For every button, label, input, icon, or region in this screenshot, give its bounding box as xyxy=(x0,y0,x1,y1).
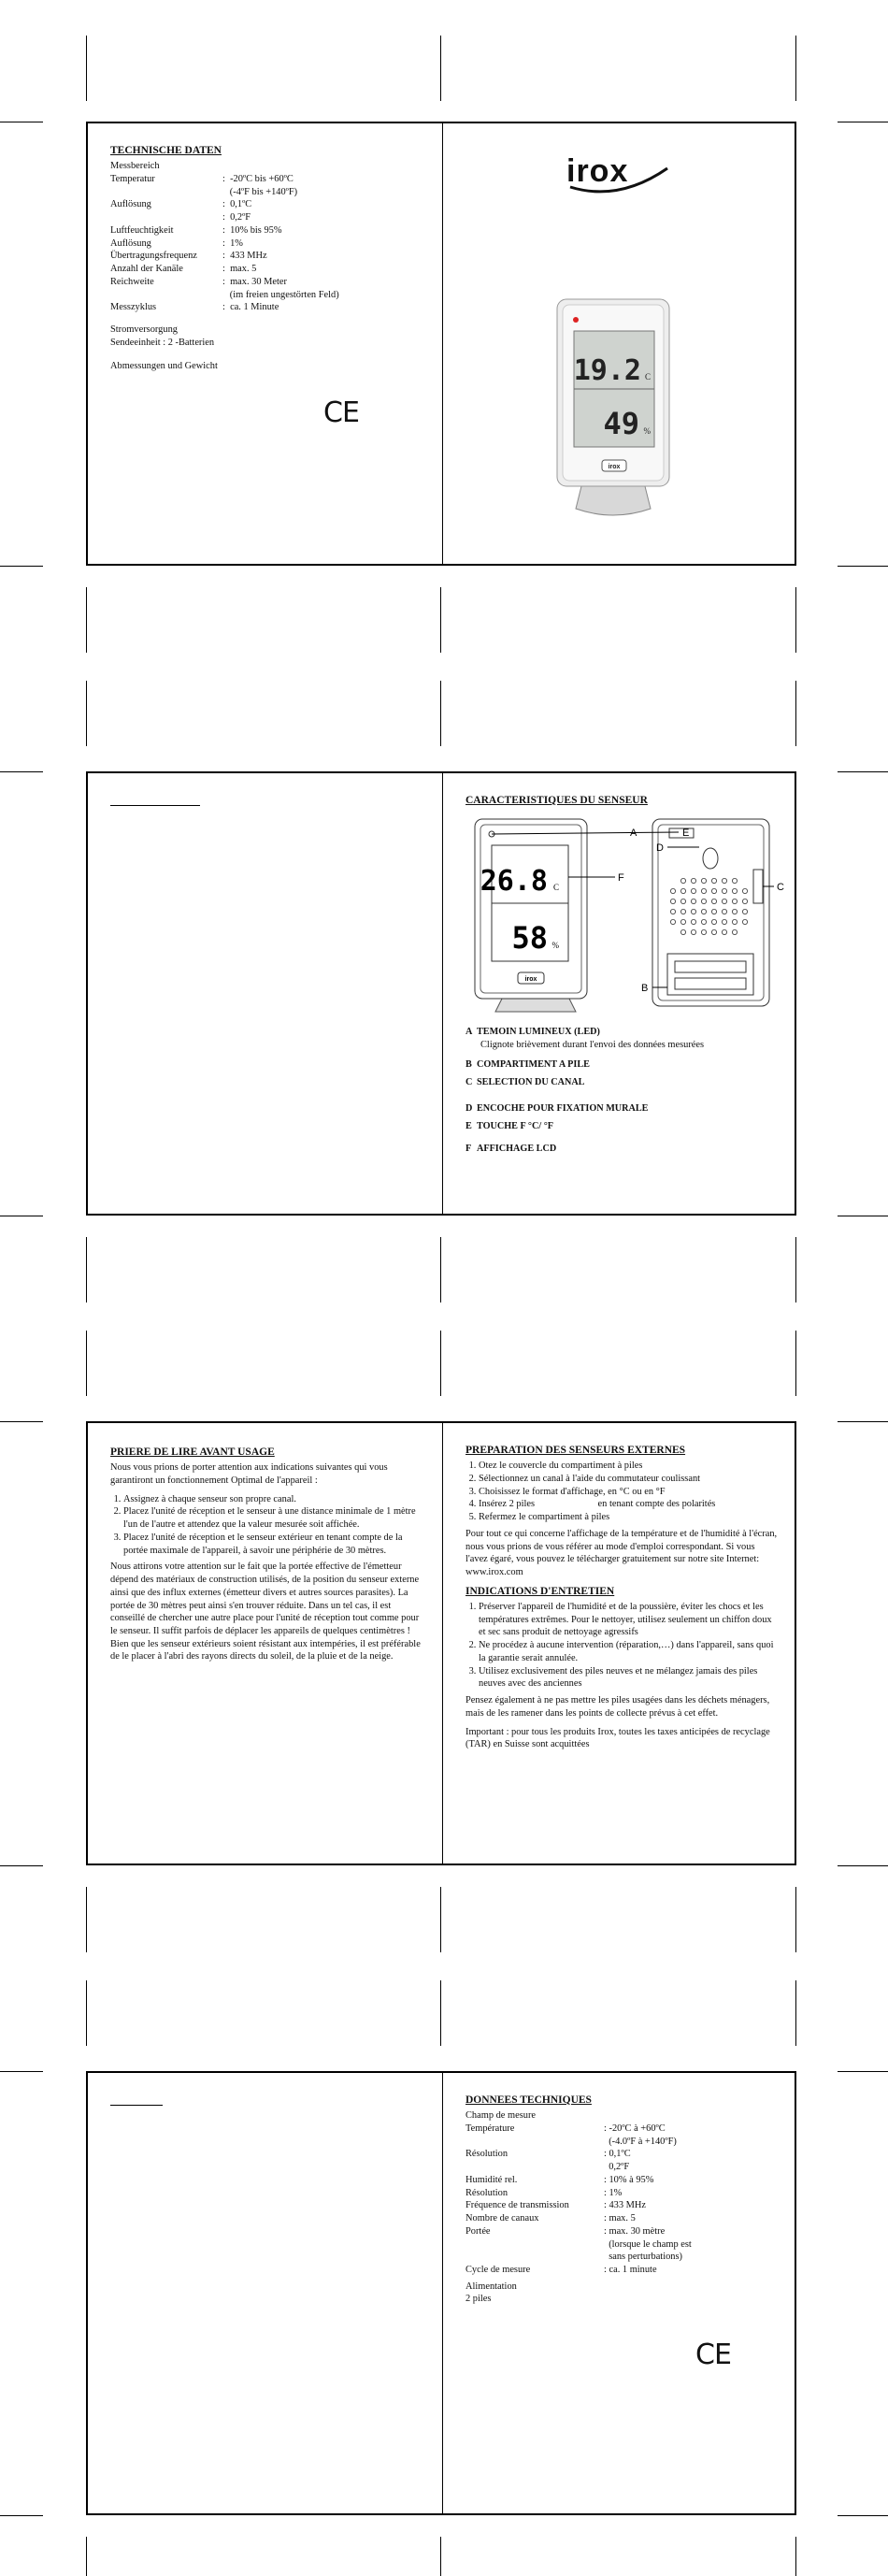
spec-row xyxy=(110,198,442,211)
crop-mark xyxy=(838,2515,888,2516)
vent-hole xyxy=(680,910,685,914)
list-item: 3. Placez l'unité de réception et le senseur extérieur en tenant compte de la portée maximale de l'appareil, à savoir une périphérie de 30 mètres. xyxy=(123,1532,422,1557)
vent-hole xyxy=(722,920,726,925)
vent-hole xyxy=(732,899,737,904)
irox-logo xyxy=(563,150,675,196)
vent-hole xyxy=(722,889,726,894)
body-text-2: Bien que les senseur extérieurs soient résistant aux intempéries, il est préférable de le placer à l'abri des rayons directs du soleil, de la pluie et de la neige. xyxy=(110,1638,421,1662)
vent-hole xyxy=(711,920,716,925)
feature-letter: B xyxy=(465,1059,472,1071)
callout-d: D xyxy=(656,842,664,855)
spec-value xyxy=(604,2109,796,2123)
vent-hole xyxy=(691,910,695,914)
body-text-2: Pensez également à ne pas mettre les piles usagées dans les déchets ménagers, mais de les ramener dans les points de collecte prévus à cet effet. xyxy=(465,1695,770,1719)
feature-letter: E xyxy=(465,1120,472,1131)
spec-value: : 1% xyxy=(222,237,243,249)
crop-mark xyxy=(795,2537,796,2576)
list-item: 3. Utilisez exclusivement des piles neuves et ne mélangez jamais des piles neuves avec des anciennes xyxy=(479,1665,778,1691)
body-text: Nous attirons votre attention sur le fait que la portée effective de l'émetteur dépend des matériaux de construction utilisés, de la position du senseur externe ainsi que des influx externes (émetteur divers et autres sources parasites). La portée de 30 mètres peut ainsi s'en trouver réduite. Dans un tel cas, il est conseillé de chercher une autre place pour l'unité de réception tout comme pour le senseur. Il suffit parfois de déplacer les appareils de quelques centimètres ! xyxy=(110,1561,420,1636)
spec-label: Messbereich xyxy=(110,161,160,172)
spec-row xyxy=(465,2161,796,2174)
spec-label: Temperatur xyxy=(110,173,155,184)
spec-value: : 10% bis 95% xyxy=(222,224,282,236)
spec-row xyxy=(465,2251,796,2264)
vent-hole xyxy=(670,889,675,894)
spec-label: Champ de mesure xyxy=(465,2110,537,2122)
crop-mark xyxy=(0,771,43,772)
lcd-temp: 19.2 xyxy=(573,354,641,387)
callout-b: B xyxy=(641,983,649,995)
crop-mark xyxy=(795,1980,796,2046)
crop-mark xyxy=(795,1331,796,1396)
prep-and-maintenance xyxy=(443,1423,796,1864)
spec-value: : max. 30 Meter xyxy=(222,276,287,287)
list-item: 4. Insérez 2 piles en tenant compte des polarités xyxy=(479,1498,778,1511)
crop-mark xyxy=(0,2071,43,2072)
spec-value: : 0,1ºC xyxy=(604,2149,631,2160)
feature-item xyxy=(465,1120,796,1132)
vent-hole xyxy=(722,910,726,914)
diagram-lcd-temp-unit: C xyxy=(552,883,559,893)
blank-panel xyxy=(88,773,442,1214)
power-value: 2 piles xyxy=(465,2294,492,2305)
feature-label: SELECTION DU CANAL xyxy=(477,1076,585,1087)
crop-mark xyxy=(795,587,796,653)
callout-c: C xyxy=(777,882,784,894)
spec-row xyxy=(465,2148,796,2161)
crop-mark xyxy=(838,1421,888,1422)
feature-item xyxy=(465,1026,796,1038)
spec-value: : -20ºC bis +60ºC xyxy=(222,173,294,184)
ce-mark: CE xyxy=(695,2339,731,2371)
vent-hole xyxy=(742,910,747,914)
crop-mark xyxy=(838,771,888,772)
spec-row xyxy=(110,237,442,251)
feature-letter: C xyxy=(465,1076,473,1087)
spec-value: : 10% à 95% xyxy=(604,2174,654,2185)
vent-hole xyxy=(732,879,737,884)
feature-label: TOUCHE F °C/ °F xyxy=(477,1120,554,1131)
vent-hole xyxy=(691,899,695,904)
maintenance-list xyxy=(465,1601,778,1691)
spec-row xyxy=(465,2212,796,2225)
crop-mark xyxy=(0,1865,43,1866)
vent-hole xyxy=(701,920,706,925)
vent-hole xyxy=(691,920,695,925)
list-item: 2. Placez l'unité de réception et le senseur à une distance minimale de 1 mètre l'un de l'autre et attendez que la valeur mesurée soit affichée. xyxy=(123,1505,422,1531)
vent-hole xyxy=(680,920,685,925)
spec-row xyxy=(465,2187,796,2200)
section-title: PREPARATION DES SENSEURS EXTERNES xyxy=(465,1445,686,1456)
section-title: CARACTERISTIQUES DU SENSEUR xyxy=(465,795,648,806)
spec-label xyxy=(465,2251,604,2264)
spec-value: : 0,2ºF xyxy=(222,212,251,223)
crop-mark xyxy=(795,1887,796,1952)
spec-row xyxy=(110,224,442,237)
vent-hole xyxy=(670,910,675,914)
crop-mark xyxy=(440,681,441,746)
spec-value: : 1% xyxy=(604,2187,623,2198)
spec-label: Luftfeuchtigkeit xyxy=(110,224,174,236)
underline xyxy=(110,2105,163,2106)
spec-value: (-4ºF bis +140ºF) xyxy=(222,186,298,197)
crop-mark xyxy=(440,587,441,653)
vent-hole xyxy=(680,899,685,904)
spec-value xyxy=(222,160,442,173)
crop-mark xyxy=(0,2515,43,2516)
prep-list xyxy=(465,1460,778,1524)
vent-hole xyxy=(680,930,685,935)
spec-row xyxy=(110,186,442,199)
spec-row xyxy=(465,2225,796,2238)
list-item: 5. Refermez le compartiment à piles xyxy=(479,1511,778,1524)
ce-mark: CE xyxy=(323,396,359,429)
device-illustration xyxy=(548,292,679,525)
vent-hole xyxy=(742,889,747,894)
spec-label: Anzahl der Kanäle xyxy=(110,264,183,275)
spec-row xyxy=(465,2109,796,2123)
vent-hole xyxy=(732,889,737,894)
section-title: TECHNISCHE DATEN xyxy=(110,145,222,156)
body-text-3: Important : pour tous les produits Irox, toutes les taxes anticipées de recyclage (TAR) en Suisse sont acquittées xyxy=(465,1726,770,1750)
crop-mark xyxy=(838,2071,888,2072)
feature-item xyxy=(465,1058,796,1071)
vent-hole xyxy=(732,910,737,914)
underline xyxy=(110,805,200,806)
list-item: 3. Choisissez le format d'affichage, en °C ou en °F xyxy=(479,1486,778,1499)
spec-value: : 0,1ºC xyxy=(222,199,252,210)
spec-label: Nombre de canaux xyxy=(465,2213,539,2224)
list-item: 1. Préserver l'appareil de l'humidité et de la poussière, éviter les chocs et les températures extrêmes. Pour le nettoyer, utilisez seulement un chiffon doux et sec sans produit de nettoyage agressifs xyxy=(479,1601,778,1639)
power-label: Stromversorgung xyxy=(110,324,178,335)
vent-hole xyxy=(701,930,706,935)
crop-mark xyxy=(86,1331,87,1396)
vent-hole xyxy=(722,899,726,904)
section-title: PRIERE DE LIRE AVANT USAGE xyxy=(110,1446,275,1458)
crop-mark xyxy=(440,1980,441,2046)
list-item: 2. Sélectionnez un canal à l'aide du commutateur coulissant xyxy=(479,1473,778,1486)
page-3 xyxy=(86,1421,796,1865)
crop-mark xyxy=(440,2537,441,2576)
spec-label: Cycle de mesure xyxy=(465,2264,531,2275)
cover-panel xyxy=(443,123,796,564)
vent-hole xyxy=(701,910,706,914)
spec-value: 0,2ºF xyxy=(604,2162,630,2173)
feature-item xyxy=(465,1143,796,1155)
crop-mark xyxy=(86,1980,87,2046)
spec-label: Fréquence de transmission xyxy=(465,2200,569,2211)
page-1 xyxy=(86,122,796,566)
spec-label xyxy=(465,2136,604,2149)
page-4 xyxy=(86,2071,796,2515)
feature-item xyxy=(465,1102,796,1115)
crop-mark xyxy=(838,566,888,567)
sensor-diagram xyxy=(465,812,793,1022)
callout-a: A xyxy=(630,827,637,840)
crop-mark xyxy=(86,36,87,101)
crop-mark xyxy=(795,1237,796,1302)
list-item: 1. Otez le couvercle du compartiment à piles xyxy=(479,1460,778,1473)
feature-letter: D xyxy=(465,1103,473,1115)
spec-label xyxy=(110,186,222,199)
page-2 xyxy=(86,771,796,1216)
crop-mark xyxy=(838,1865,888,1866)
intro-text: Nous vous prions de porter attention aux indications suivantes qui vous garantiront un fonctionnement Optimal de l'appareil : xyxy=(110,1462,388,1486)
spec-row xyxy=(110,160,442,173)
spec-label: Auflösung xyxy=(110,199,151,210)
spec-value: sans perturbations) xyxy=(604,2252,682,2263)
diagram-lcd-humidity: 58 xyxy=(511,920,548,957)
vent-hole xyxy=(680,889,685,894)
crop-mark xyxy=(86,1237,87,1302)
callout-e: E xyxy=(682,827,690,840)
spec-label xyxy=(465,2238,604,2252)
diagram-lcd-temp: 26.8 xyxy=(480,865,548,899)
vent-hole xyxy=(732,930,737,935)
spec-label: Humidité rel. xyxy=(465,2174,518,2185)
diagram-badge: irox xyxy=(524,976,537,984)
lcd-humidity-unit: % xyxy=(643,426,651,436)
feature-desc: Clignote brièvement durant l'envoi des données mesurées xyxy=(480,1039,705,1050)
spec-label: Messzyklus xyxy=(110,302,157,313)
spec-row xyxy=(465,2238,796,2252)
spec-row xyxy=(110,211,442,224)
feature-letter: A xyxy=(465,1027,473,1038)
spec-row xyxy=(465,2264,796,2277)
spec-row xyxy=(110,173,442,186)
spec-value: : max. 5 xyxy=(604,2213,636,2224)
crop-mark xyxy=(0,1421,43,1422)
spec-label xyxy=(110,211,222,224)
crop-mark xyxy=(86,681,87,746)
vent-hole xyxy=(742,920,747,925)
feature-label: TEMOIN LUMINEUX (LED) xyxy=(477,1027,600,1038)
vent-hole xyxy=(711,930,716,935)
spec-value: : 433 MHz xyxy=(604,2200,647,2211)
spec-value: : 433 MHz xyxy=(222,251,267,262)
crop-mark xyxy=(86,587,87,653)
crop-mark xyxy=(440,36,441,101)
feature-list xyxy=(465,1026,796,1155)
vent-hole xyxy=(701,879,706,884)
body-text: Pour tout ce qui concerne l'affichage de la température et de l'humidité à l'écran, nous vous prions de vous référer au mode d'emploi correspondant. Si vous l'avez égaré, vous pouvez le télécharger gratuitement sur notre site Internet: www.irox.com xyxy=(465,1528,778,1578)
spec-label: Résolution xyxy=(465,2187,508,2198)
spec-row xyxy=(465,2199,796,2212)
crop-mark xyxy=(86,2537,87,2576)
list-item: 1. Assignez à chaque senseur son propre canal. xyxy=(123,1493,422,1506)
tech-data-de xyxy=(88,123,442,564)
vent-hole xyxy=(711,910,716,914)
vent-hole xyxy=(670,899,675,904)
instruction-list xyxy=(110,1493,422,1558)
spec-row xyxy=(110,289,442,302)
section-title: DONNEES TECHNIQUES xyxy=(465,2094,592,2106)
spec-row xyxy=(465,2123,796,2136)
power-value: Sendeeinheit : 2 -Batterien xyxy=(110,337,215,348)
vent-hole xyxy=(691,889,695,894)
vent-hole xyxy=(701,889,706,894)
blank-panel xyxy=(88,2073,442,2513)
crop-mark xyxy=(440,1237,441,1302)
dimensions-label: Abmessungen und Gewicht xyxy=(110,361,218,372)
read-before-use xyxy=(88,1423,442,1864)
vent-hole xyxy=(711,889,716,894)
logo-text: irox xyxy=(566,153,629,189)
spec-label: Auflösung xyxy=(110,237,151,249)
crop-mark xyxy=(440,1331,441,1396)
vent-hole xyxy=(691,930,695,935)
spec-label: Portée xyxy=(465,2225,491,2237)
spec-label: Résolution xyxy=(465,2149,508,2160)
spec-table xyxy=(110,160,442,314)
spec-label xyxy=(465,2161,604,2174)
spec-label: Température xyxy=(465,2123,515,2134)
crop-mark xyxy=(795,681,796,746)
spec-row xyxy=(465,2136,796,2149)
spec-row xyxy=(465,2174,796,2187)
vent-hole xyxy=(711,879,716,884)
crop-mark xyxy=(795,36,796,101)
vent-hole xyxy=(711,899,716,904)
vent-hole xyxy=(732,920,737,925)
vent-hole xyxy=(680,879,685,884)
spec-value: : max. 5 xyxy=(222,264,257,275)
feature-label: ENCOCHE POUR FIXATION MURALE xyxy=(477,1103,649,1115)
spec-value: (lorsque le champ est xyxy=(604,2238,692,2250)
crop-mark xyxy=(440,1887,441,1952)
spec-value: : ca. 1 Minute xyxy=(222,302,279,313)
tech-data-fr xyxy=(443,2073,796,2513)
crop-mark xyxy=(86,1887,87,1952)
device-badge: irox xyxy=(608,464,621,470)
spec-value: : -20ºC à +60ºC xyxy=(604,2123,666,2134)
callout-f: F xyxy=(618,872,624,885)
vent-hole xyxy=(670,920,675,925)
spec-value: : ca. 1 minute xyxy=(604,2264,657,2275)
section-title-2: INDICATIONS D'ENTRETIEN xyxy=(465,1585,615,1597)
vent-hole xyxy=(691,879,695,884)
vent-hole xyxy=(701,899,706,904)
spacer xyxy=(465,1093,796,1102)
spec-row xyxy=(110,263,442,276)
spec-row xyxy=(110,276,442,289)
spec-label: Reichweite xyxy=(110,276,154,287)
spec-row xyxy=(110,301,442,314)
feature-item xyxy=(465,1076,796,1088)
spec-value: (im freien ungestörten Feld) xyxy=(222,289,339,300)
sensor-features xyxy=(443,773,796,1214)
spec-label xyxy=(110,289,222,302)
vent-hole xyxy=(742,899,747,904)
spec-value: : max. 30 mètre xyxy=(604,2225,666,2237)
lcd-humidity: 49 xyxy=(603,406,639,441)
spec-table xyxy=(465,2109,796,2277)
power-label: Alimentation xyxy=(465,2281,517,2292)
list-item: 2. Ne procédez à aucune intervention (réparation,…) dans l'appareil, sans quoi la garantie serait annulée. xyxy=(479,1639,778,1664)
vent-hole xyxy=(722,879,726,884)
spec-row xyxy=(110,250,442,263)
spec-label: Übertragungsfrequenz xyxy=(110,251,197,262)
vent-hole xyxy=(722,930,726,935)
spec-value: (-4.0ºF à +140ºF) xyxy=(604,2136,677,2147)
lcd-temp-unit: C xyxy=(644,372,651,381)
feature-label: AFFICHAGE LCD xyxy=(477,1144,557,1155)
diagram-lcd-humidity-unit: % xyxy=(551,941,559,951)
crop-mark xyxy=(0,566,43,567)
feature-label: COMPARTIMENT A PILE xyxy=(477,1059,590,1071)
feature-letter: F xyxy=(465,1144,472,1155)
